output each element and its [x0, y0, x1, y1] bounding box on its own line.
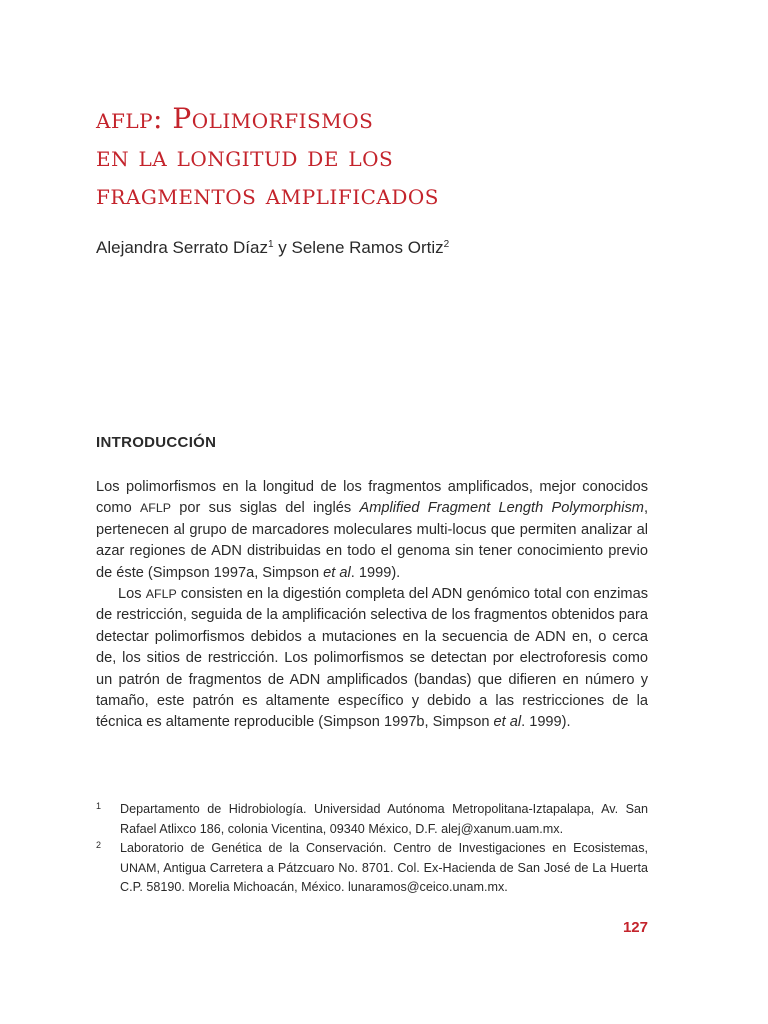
- p1-text-1: Los polimorfismos en la longitud de los fragmentos amplificados, mejor conocidos como: [96, 479, 648, 517]
- p1-text-4: . 1999).: [350, 564, 401, 581]
- title-line-3: fragmentos amplificados: [96, 178, 439, 211]
- p2-acronym: AFLP: [145, 587, 177, 602]
- footnote-1-text: Departamento de Hidrobiología. Universidad Autónoma Metropolitana-Iztapalapa, Av. San Rafael Atlixco 186, colonia Vicentina, 09340 México, D.F. alej@xanum.uam.mx.: [120, 802, 648, 836]
- paragraph-2: [96, 584, 648, 734]
- author-2-name: Selene Ramos Ortiz: [291, 238, 444, 257]
- p2-text-1: Los: [118, 586, 146, 603]
- p2-text-3: . 1999).: [521, 714, 571, 731]
- chapter-title: [96, 100, 696, 214]
- author-1-footnote-ref: 1: [267, 239, 274, 250]
- page-number: 127: [622, 919, 648, 936]
- author-1-name: Alejandra Serrato Díaz: [96, 238, 268, 257]
- p2-et-al: et al: [493, 714, 522, 731]
- author-line: [96, 236, 449, 260]
- p1-et-al: et al: [323, 564, 351, 581]
- p1-english-term: Amplified Fragment Length Polymorphism: [359, 500, 644, 517]
- paragraph-1: [96, 477, 648, 584]
- footnote-2-text-1: Laboratorio de Genética de la Conservación. Centro de Investigaciones en Ecosistemas,: [120, 841, 648, 856]
- footnote-2: [96, 839, 648, 898]
- footnote-1-mark: 1: [96, 801, 102, 811]
- title-line-1: aflp: Polimorfismos: [96, 102, 374, 135]
- body-text: [96, 477, 648, 734]
- p1-text-3: , pertenecen al grupo de marcadores moleculares multi-locus que permiten analizar al azar regiones de ADN distribuidas en todo el genoma sin tener conocimiento previo de éste (Simpson 1997a, Simpson: [96, 500, 648, 581]
- footnote-1: [96, 800, 648, 839]
- footnotes: [96, 800, 648, 898]
- title-line-2: en la longitud de los: [96, 140, 394, 173]
- footnote-2-mark: 2: [96, 840, 102, 851]
- footnote-2-acronym: UNAM: [120, 860, 157, 875]
- section-heading: INTRODUCCIÓN: [96, 434, 217, 451]
- author-connector: y: [273, 238, 292, 257]
- p1-acronym: AFLP: [139, 501, 171, 516]
- footnote-2-text-2: , Antigua Carretera a Pátzcuaro No. 8701. Col. Ex-Hacienda de San José de La Huerta C.P. 58190. Morelia Michoacán, México. lunaramos@ceico.unam.mx.: [120, 860, 648, 895]
- p2-text-2: consisten en la digestión completa del ADN genómico total con enzimas de restricción, seguida de la amplificación selectiva de los fragmentos obtenidos para detectar polimorfismos debidos a mutaciones en la secuencia de ADN en, o cerca de, los sitios de restricción. Los polimorfismos se detectan por electroforesis como un patrón de fragmentos de ADN amplificados (bandas) que difieren en número y tamaño, este patrón es altamente específico y debido a las restricciones de la técnica es altamente reproducible (Simpson 1997b, Simpson: [96, 586, 648, 731]
- p1-text-2: por sus siglas del inglés: [170, 500, 360, 517]
- author-2-footnote-ref: 2: [443, 239, 450, 250]
